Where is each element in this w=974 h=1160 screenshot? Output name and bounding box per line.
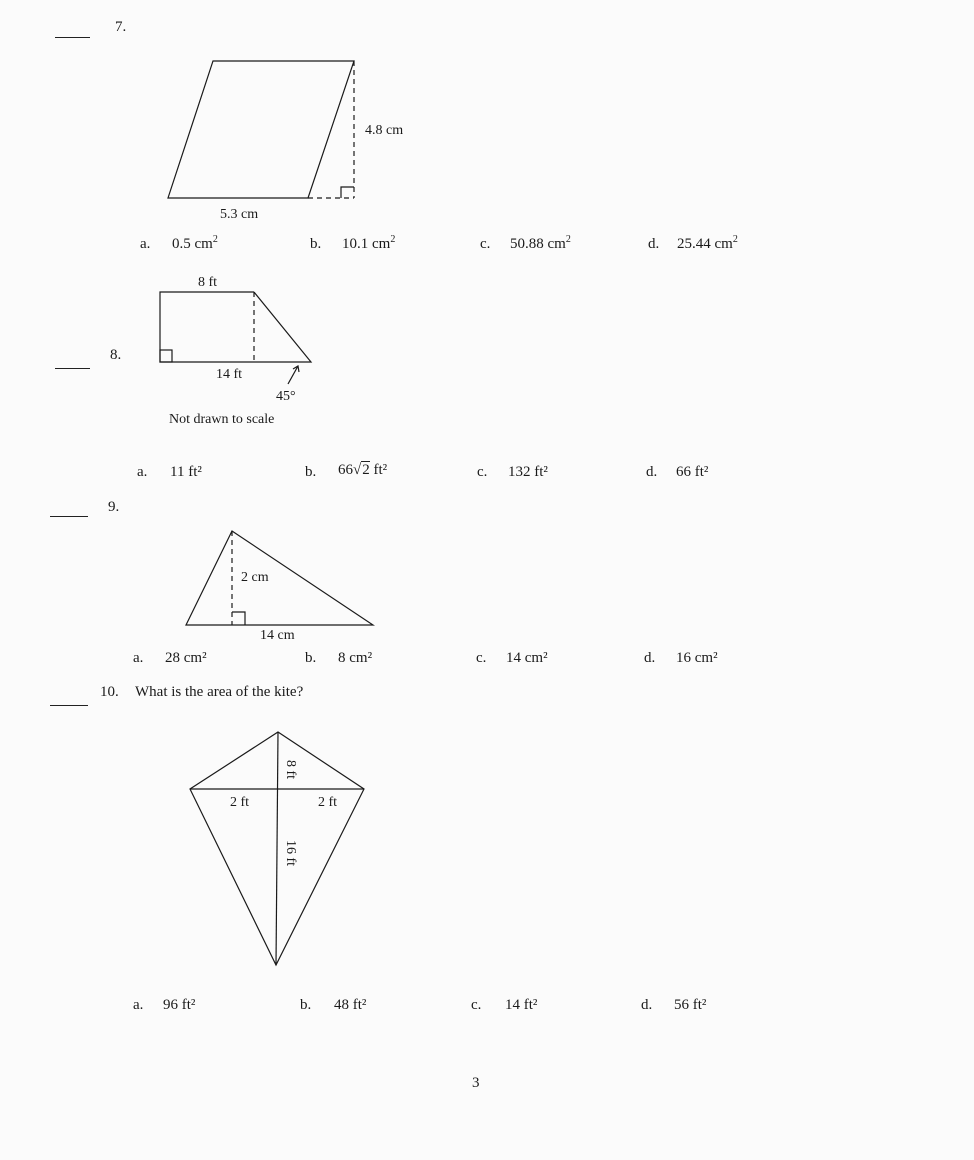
right-label: 2 ft: [318, 795, 338, 810]
choice-c[interactable]: 14 ft²: [505, 997, 538, 1013]
choice-b[interactable]: 10.1 $cm^2$: [342, 234, 396, 252]
choice-letter: a.: [140, 236, 151, 252]
top-diagonal-label: 8 ft: [283, 760, 298, 780]
choice-letter: b.: [310, 236, 322, 252]
choice-d[interactable]: 25.44 $cm^2$: [677, 234, 738, 252]
choice-d[interactable]: 66 ft²: [676, 464, 709, 480]
choice-letter: b.: [305, 650, 317, 666]
choice-letter: a.: [133, 997, 144, 1013]
bottom-label: 14 ft: [216, 367, 243, 382]
question-number: 9.: [108, 499, 120, 515]
choice-letter: b.: [300, 997, 312, 1013]
choice-d[interactable]: 56 ft²: [674, 997, 707, 1013]
triangle-figure: [186, 531, 373, 625]
choice-letter: d.: [646, 464, 658, 480]
choice-letter: b.: [305, 464, 317, 480]
height-label: 4.8 cm: [365, 123, 404, 138]
choice-a[interactable]: 0.5 $cm^2$: [172, 234, 218, 252]
choice-d[interactable]: 16 cm²: [676, 650, 718, 666]
page-number: 3: [472, 1075, 480, 1091]
choice-letter: c.: [476, 650, 487, 666]
answer-blank-8[interactable]: [55, 368, 90, 369]
choice-b[interactable]: 48 ft²: [334, 997, 367, 1013]
height-label: 2 cm: [241, 570, 269, 585]
choice-letter: c.: [477, 464, 488, 480]
question-number: 7.: [115, 19, 127, 35]
left-label: 2 ft: [230, 795, 250, 810]
choice-letter: c.: [480, 236, 491, 252]
choice-letter: d.: [641, 997, 653, 1013]
question-number: 8.: [110, 347, 122, 363]
answer-blank-7[interactable]: [55, 37, 90, 38]
choice-c[interactable]: 132 ft²: [508, 464, 548, 480]
choice-letter: d.: [648, 236, 660, 252]
base-label: 5.3 cm: [220, 207, 259, 222]
choice-b[interactable]: 66√2 ft²: [338, 462, 388, 478]
answer-blank-10[interactable]: [50, 705, 88, 706]
question-prompt: What is the area of the kite?: [135, 684, 304, 700]
base-label: 14 cm: [260, 628, 295, 643]
choice-a[interactable]: 28 cm²: [165, 650, 207, 666]
choice-c[interactable]: 50.88 $cm^2$: [510, 234, 571, 252]
angle-label: 45°: [276, 389, 296, 404]
choice-c[interactable]: 14 cm²: [506, 650, 548, 666]
choice-a[interactable]: 96 ft²: [163, 997, 196, 1013]
question-number: 10.: [100, 684, 119, 700]
kite-figure: [190, 732, 364, 965]
choice-letter: d.: [644, 650, 656, 666]
bottom-diagonal-label: 16 ft: [283, 840, 298, 867]
answer-blank-9[interactable]: [50, 516, 88, 517]
top-label: 8 ft: [198, 275, 218, 290]
parallelogram-figure: [168, 61, 354, 198]
choice-letter: a.: [137, 464, 148, 480]
choice-b[interactable]: 8 cm²: [338, 650, 373, 666]
choice-letter: c.: [471, 997, 482, 1013]
choice-a[interactable]: 11 ft²: [170, 464, 202, 480]
scale-note: Not drawn to scale: [169, 412, 275, 427]
choice-letter: a.: [133, 650, 144, 666]
